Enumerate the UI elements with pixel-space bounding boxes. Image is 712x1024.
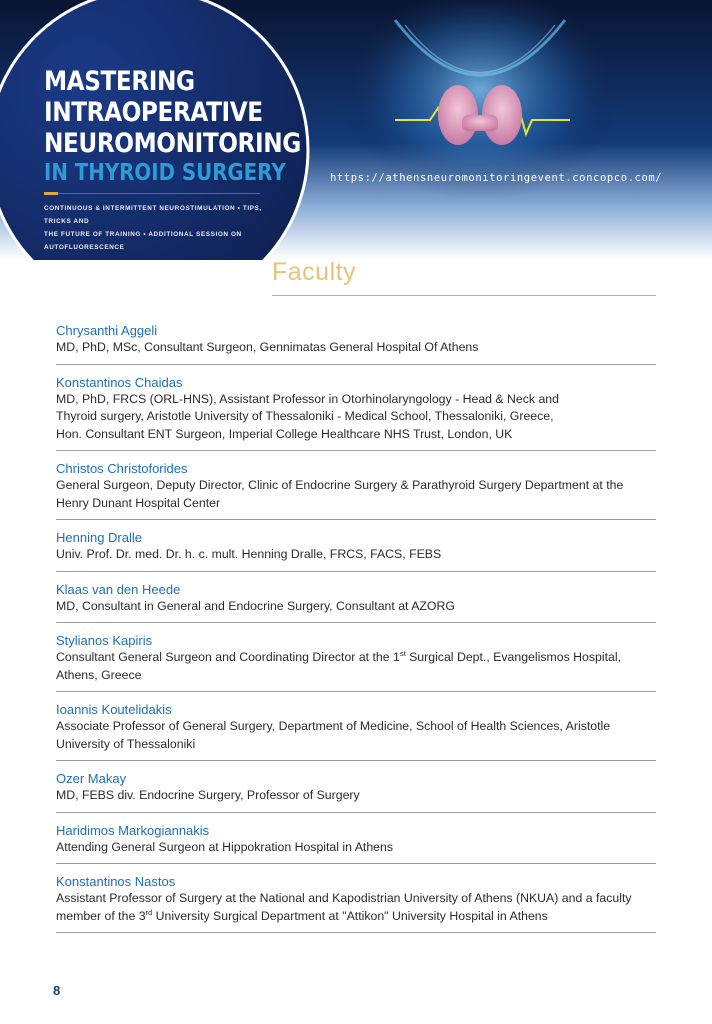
faculty-description <box>56 890 656 925</box>
section-divider <box>272 295 656 296</box>
faculty-entry <box>56 460 656 520</box>
event-title <box>44 66 324 187</box>
faculty-description: Associate Professor of General Surgery, Department of Medicine, School of Health Sciences, Aristotle University of Thessaloniki <box>56 719 611 751</box>
faculty-description: MD, Consultant in General and Endocrine Surgery, Consultant at AZORG <box>56 598 455 613</box>
faculty-description: Univ. Prof. Dr. med. Dr. h. c. mult. Henning Dralle, FRCS, FACS, FEBS <box>56 547 442 561</box>
faculty-description: MD, FEBS div. Endocrine Surgery, Professor of Surgery <box>56 788 360 802</box>
section-title: Faculty <box>272 258 357 286</box>
ordinal-suffix: st <box>399 648 406 658</box>
faculty-name: Haridimos Markogiannakis <box>56 822 210 838</box>
subtitle-line-1: CONTINUOUS & INTERMITTENT NEUROSTIMULATION • TIPS, TRICKS AND <box>44 205 262 225</box>
faculty-list <box>56 322 656 942</box>
title-line-2: INTRAOPERATIVE <box>44 97 263 128</box>
faculty-description: MD, PhD, MSc, Consultant Surgeon, Gennimatas General Hospital Of Athens <box>56 340 479 354</box>
desc-text: Assistant Professor of Surgery at the National and Kapodistrian University of Athens (NKUA) and a faculty member of the 3 <box>56 891 632 923</box>
desc-text: Consultant General Surgeon and Coordinating Director at the 1 <box>56 650 400 664</box>
title-line-1: MASTERING <box>44 66 195 97</box>
event-subtitle <box>44 202 284 254</box>
faculty-entry <box>56 873 656 933</box>
faculty-name: Konstantinos Nastos <box>56 874 176 889</box>
faculty-description: General Surgeon, Deputy Director, Clinic of Endocrine Surgery & Parathyroid Surgery Department at the Henry Dunant Hospital Center <box>56 478 624 510</box>
faculty-name: Konstantinos Chaidas <box>56 374 183 390</box>
faculty-entry <box>56 581 656 624</box>
title-line-3: NEUROMONITORING <box>44 128 301 159</box>
faculty-name: Chrysanthi Aggeli <box>56 323 158 338</box>
title-divider <box>44 193 260 194</box>
faculty-name: Klaas van den Heede <box>56 581 181 597</box>
faculty-entry <box>56 632 656 692</box>
desc-text: Surgical Dept., Evangelismos Hospital, Athens, Greece <box>56 650 621 682</box>
header-banner <box>0 0 712 260</box>
event-url-link[interactable]: https://athensneuromonitoringevent.concopco.com/ <box>330 172 663 184</box>
title-divider-mark <box>44 192 58 195</box>
faculty-entry <box>56 770 656 813</box>
desc-text: University Surgical Department at "Attikon" University Hospital in Athens <box>152 908 548 923</box>
subtitle-line-2: THE FUTURE OF TRAINING • ADDITIONAL SESSION ON AUTOFLUORESCENCE <box>44 231 242 251</box>
faculty-entry <box>56 701 656 761</box>
faculty-entry <box>56 822 656 865</box>
faculty-name: Stylianos Kapiris <box>56 633 153 648</box>
faculty-entry <box>56 529 656 572</box>
ordinal-suffix: rd <box>145 907 153 917</box>
faculty-name: Ioannis Koutelidakis <box>56 702 172 717</box>
faculty-name: Ozer Makay <box>56 771 127 786</box>
faculty-entry <box>56 322 656 365</box>
faculty-description <box>56 649 656 684</box>
faculty-description: Attending General Surgeon at Hippokration Hospital in Athens <box>56 839 394 854</box>
faculty-name: Henning Dralle <box>56 530 142 545</box>
page-number: 8 <box>53 983 61 998</box>
faculty-description: MD, PhD, FRCS (ORL-HNS), Assistant Professor in Otorhinolaryngology - Head & Neck and Thyroid surgery, Aristotle University of Thessaloniki - Medical School, Thessaloniki, Greece, Hon. Consultant ENT Surgeon, Imperial College Healthcare NHS Trust, London, UK <box>56 391 559 441</box>
faculty-name: Christos Christoforides <box>56 461 188 476</box>
faculty-entry <box>56 374 656 452</box>
title-accent: IN THYROID SURGERY <box>44 160 286 186</box>
